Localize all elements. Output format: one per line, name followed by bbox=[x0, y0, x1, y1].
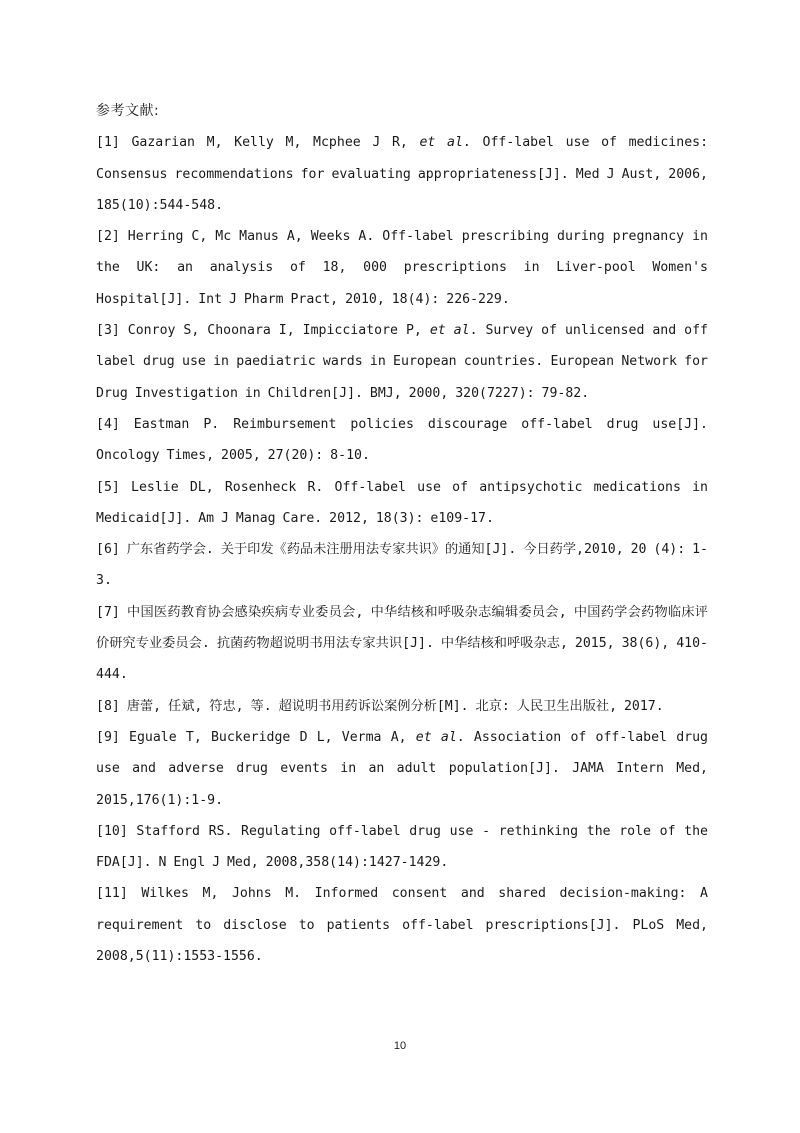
reference-item bbox=[96, 221, 708, 315]
reference-text: [7] 中国医药教育协会感染疾病专业委员会, 中华结核和呼吸杂志编辑委员会, 中国药学会药物临床评价研究专业委员会. 抗菌药物超说明书用法专家共识[J]. 中华结核和呼吸杂志, 2015, 38(6), 410-444. bbox=[96, 604, 708, 683]
reference-item bbox=[96, 816, 708, 879]
reference-text: [9] Eguale T, Buckeridge D L, Verma A, bbox=[96, 729, 416, 745]
reference-text: [11] Wilkes M, Johns M. Informed consent and shared decision-making: A requirement to disclose to patients off-label prescriptions[J]. PLoS Med, 2008,5(11):1553-1556. bbox=[96, 886, 708, 965]
reference-text: [10] Stafford RS. Regulating off-label drug use - rethinking the role of the FDA[J]. N Engl J Med, 2008,358(14):1427-1429. bbox=[96, 823, 708, 871]
reference-text: [2] Herring C, Mc Manus A, Weeks A. Off-label prescribing during pregnancy in the UK: an analysis of 18, 000 prescriptions in Liver-pool Women's Hospital[J]. Int J Pharm Pract, 2010, 18(4): 226-229. bbox=[96, 229, 708, 307]
reference-text: . Survey of unlicensed and off label drug use in paediatric wards in European countries. European Network for Drug Investigation in Children[J]. BMJ, 2000, 320(7227): 79-82. bbox=[96, 323, 708, 401]
reference-text: . Off-label use of medicines: Consensus recommendations for evaluating appropriateness[J]. Med J Aust, 2006, 185(10):544-548. bbox=[96, 135, 709, 213]
reference-item bbox=[96, 878, 708, 972]
reference-text-italic: et al bbox=[415, 729, 457, 745]
reference-text: . Association of off-label drug use and adverse drug events in an adult population[J]. JAMA Intern Med, 2015,176(1):1-9. bbox=[96, 729, 708, 808]
reference-item bbox=[96, 409, 708, 472]
document-body bbox=[96, 96, 708, 972]
reference-text: [8] 唐蕾, 任斌, 符忠, 等. 超说明书用药诉讼案例分析[M]. 北京: 人民卫生出版社, 2017. bbox=[96, 698, 664, 714]
reference-item bbox=[96, 534, 708, 597]
reference-text: [3] Conroy S, Choonara I, Impicciatore P, bbox=[96, 323, 430, 339]
reference-text: [5] Leslie DL, Rosenheck R. Off-label use of antipsychotic medications in Medicaid[J]. Am J Manag Care. 2012, 18(3): e109-17. bbox=[96, 479, 708, 526]
reference-item bbox=[96, 472, 708, 535]
page-number: 10 bbox=[393, 1040, 407, 1052]
reference-item bbox=[96, 691, 708, 722]
references-heading: 参考文献: bbox=[96, 103, 160, 119]
reference-item bbox=[96, 127, 708, 221]
reference-text-italic: et al bbox=[419, 135, 463, 151]
reference-list bbox=[96, 127, 708, 972]
reference-text: [4] Eastman P. Reimbursement policies discourage off-label drug use[J]. Oncology Times, 2005, 27(20): 8-10. bbox=[96, 416, 708, 464]
reference-text: [1] Gazarian M, Kelly M, Mcphee J R, bbox=[96, 135, 420, 151]
reference-item bbox=[96, 597, 708, 691]
reference-item bbox=[96, 722, 708, 816]
reference-text: [6] 广东省药学会. 关于印发《药品未注册用法专家共识》的通知[J]. 今日药学,2010, 20 (4): 1-3. bbox=[96, 542, 708, 589]
reference-item bbox=[96, 315, 708, 409]
reference-text-italic: et al bbox=[429, 323, 470, 339]
